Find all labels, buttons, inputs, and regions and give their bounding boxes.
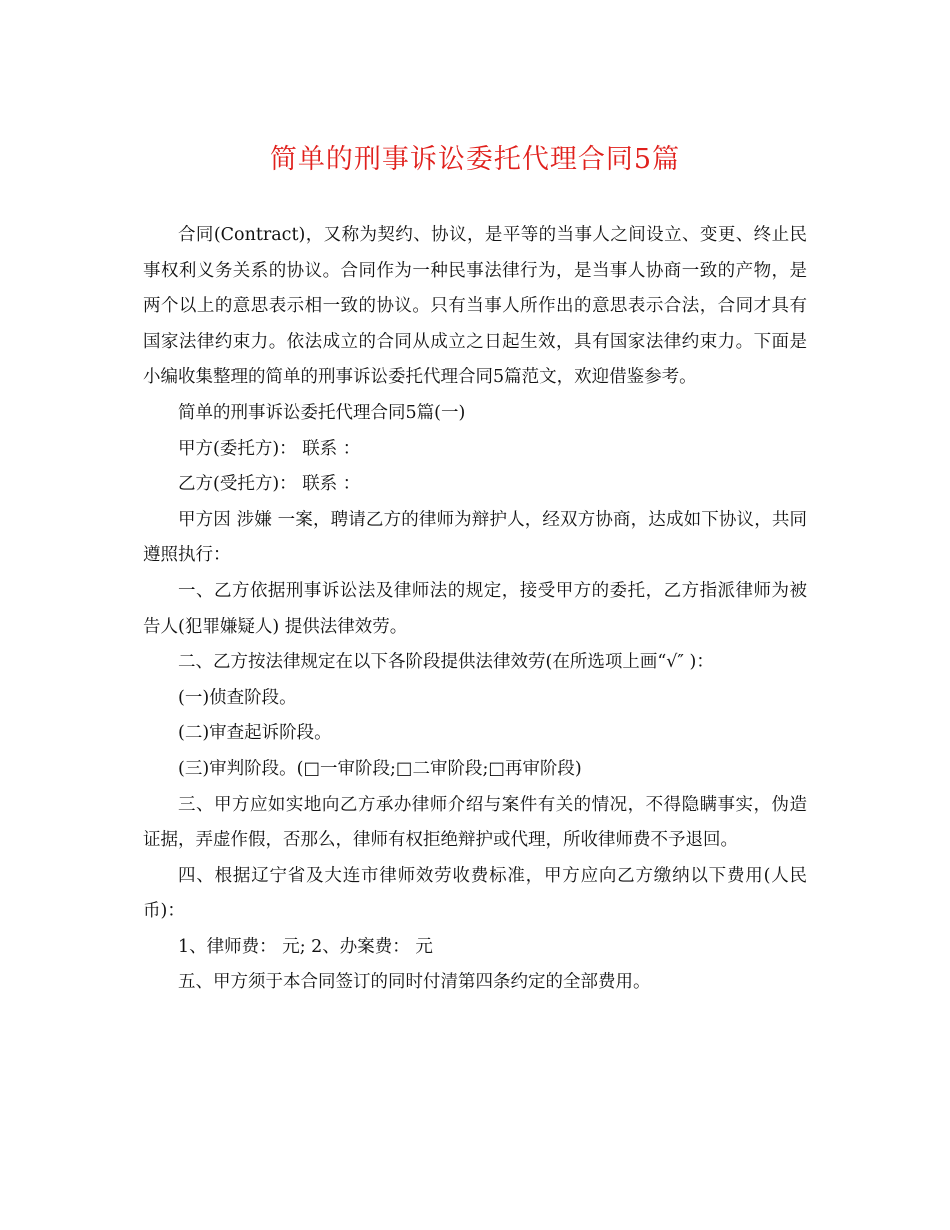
clause-3: 三、甲方应如实地向乙方承办律师介绍与案件有关的情况，不得隐瞒事实，伪造证据，弄虚作假，否那么，律师有权拒绝辩护或代理，所收律师费不予退回。 bbox=[143, 794, 807, 851]
clause-5: 五、甲方须于本合同签订的同时付清第四条约定的全部费用。 bbox=[178, 972, 651, 993]
clause-2: 二、乙方按法律规定在以下各阶段提供法律效劳(在所选项上画“√″ )： bbox=[178, 652, 714, 673]
party-b-line: 乙方(受托方)： 联系 ： bbox=[178, 474, 361, 495]
clause-2-item-3: (三)审判阶段。(□一审阶段;□二审阶段;□再审阶段) bbox=[178, 758, 582, 779]
document-title: 简单的刑事诉讼委托代理合同5篇 bbox=[269, 144, 681, 175]
clause-2-item-2: (二)审查起诉阶段。 bbox=[178, 723, 332, 744]
clause-1: 一、乙方依据刑事诉讼法及律师法的规定，接受甲方的委托，乙方指派律师为被告人(犯罪嫌疑人) 提供法律效劳。 bbox=[143, 580, 807, 637]
clause-4: 四、根据辽宁省及大连市律师效劳收费标准，甲方应向乙方缴纳以下费用(人民币)： bbox=[143, 865, 807, 922]
clause-2-item-1: (一)侦查阶段。 bbox=[178, 687, 297, 708]
section-heading: 简单的刑事诉讼委托代理合同5篇(一) bbox=[178, 402, 466, 423]
document-body bbox=[143, 218, 807, 1001]
fee-line: 1、律师费： 元; 2、办案费： 元 bbox=[178, 936, 433, 957]
intro-paragraph: 合同(Contract)，又称为契约、协议，是平等的当事人之间设立、变更、终止民事权利义务关系的协议。合同作为一种民事法律行为，是当事人协商一致的产物，是两个以上的意思表示相一致的协议。只有当事人所作出的意思表示合法，合同才具有国家法律约束力。依法成立的合同从成立之日起生效，具有国家法律约束力。下面是小编收集整理的简单的刑事诉讼委托代理合同5篇范文，欢迎借鉴参考。 bbox=[143, 225, 807, 388]
preamble-paragraph: 甲方因 涉嫌 一案，聘请乙方的律师为辩护人，经双方协商，达成如下协议，共同遵照执行： bbox=[143, 509, 807, 566]
party-a-line: 甲方(委托方)： 联系 ： bbox=[178, 438, 361, 459]
